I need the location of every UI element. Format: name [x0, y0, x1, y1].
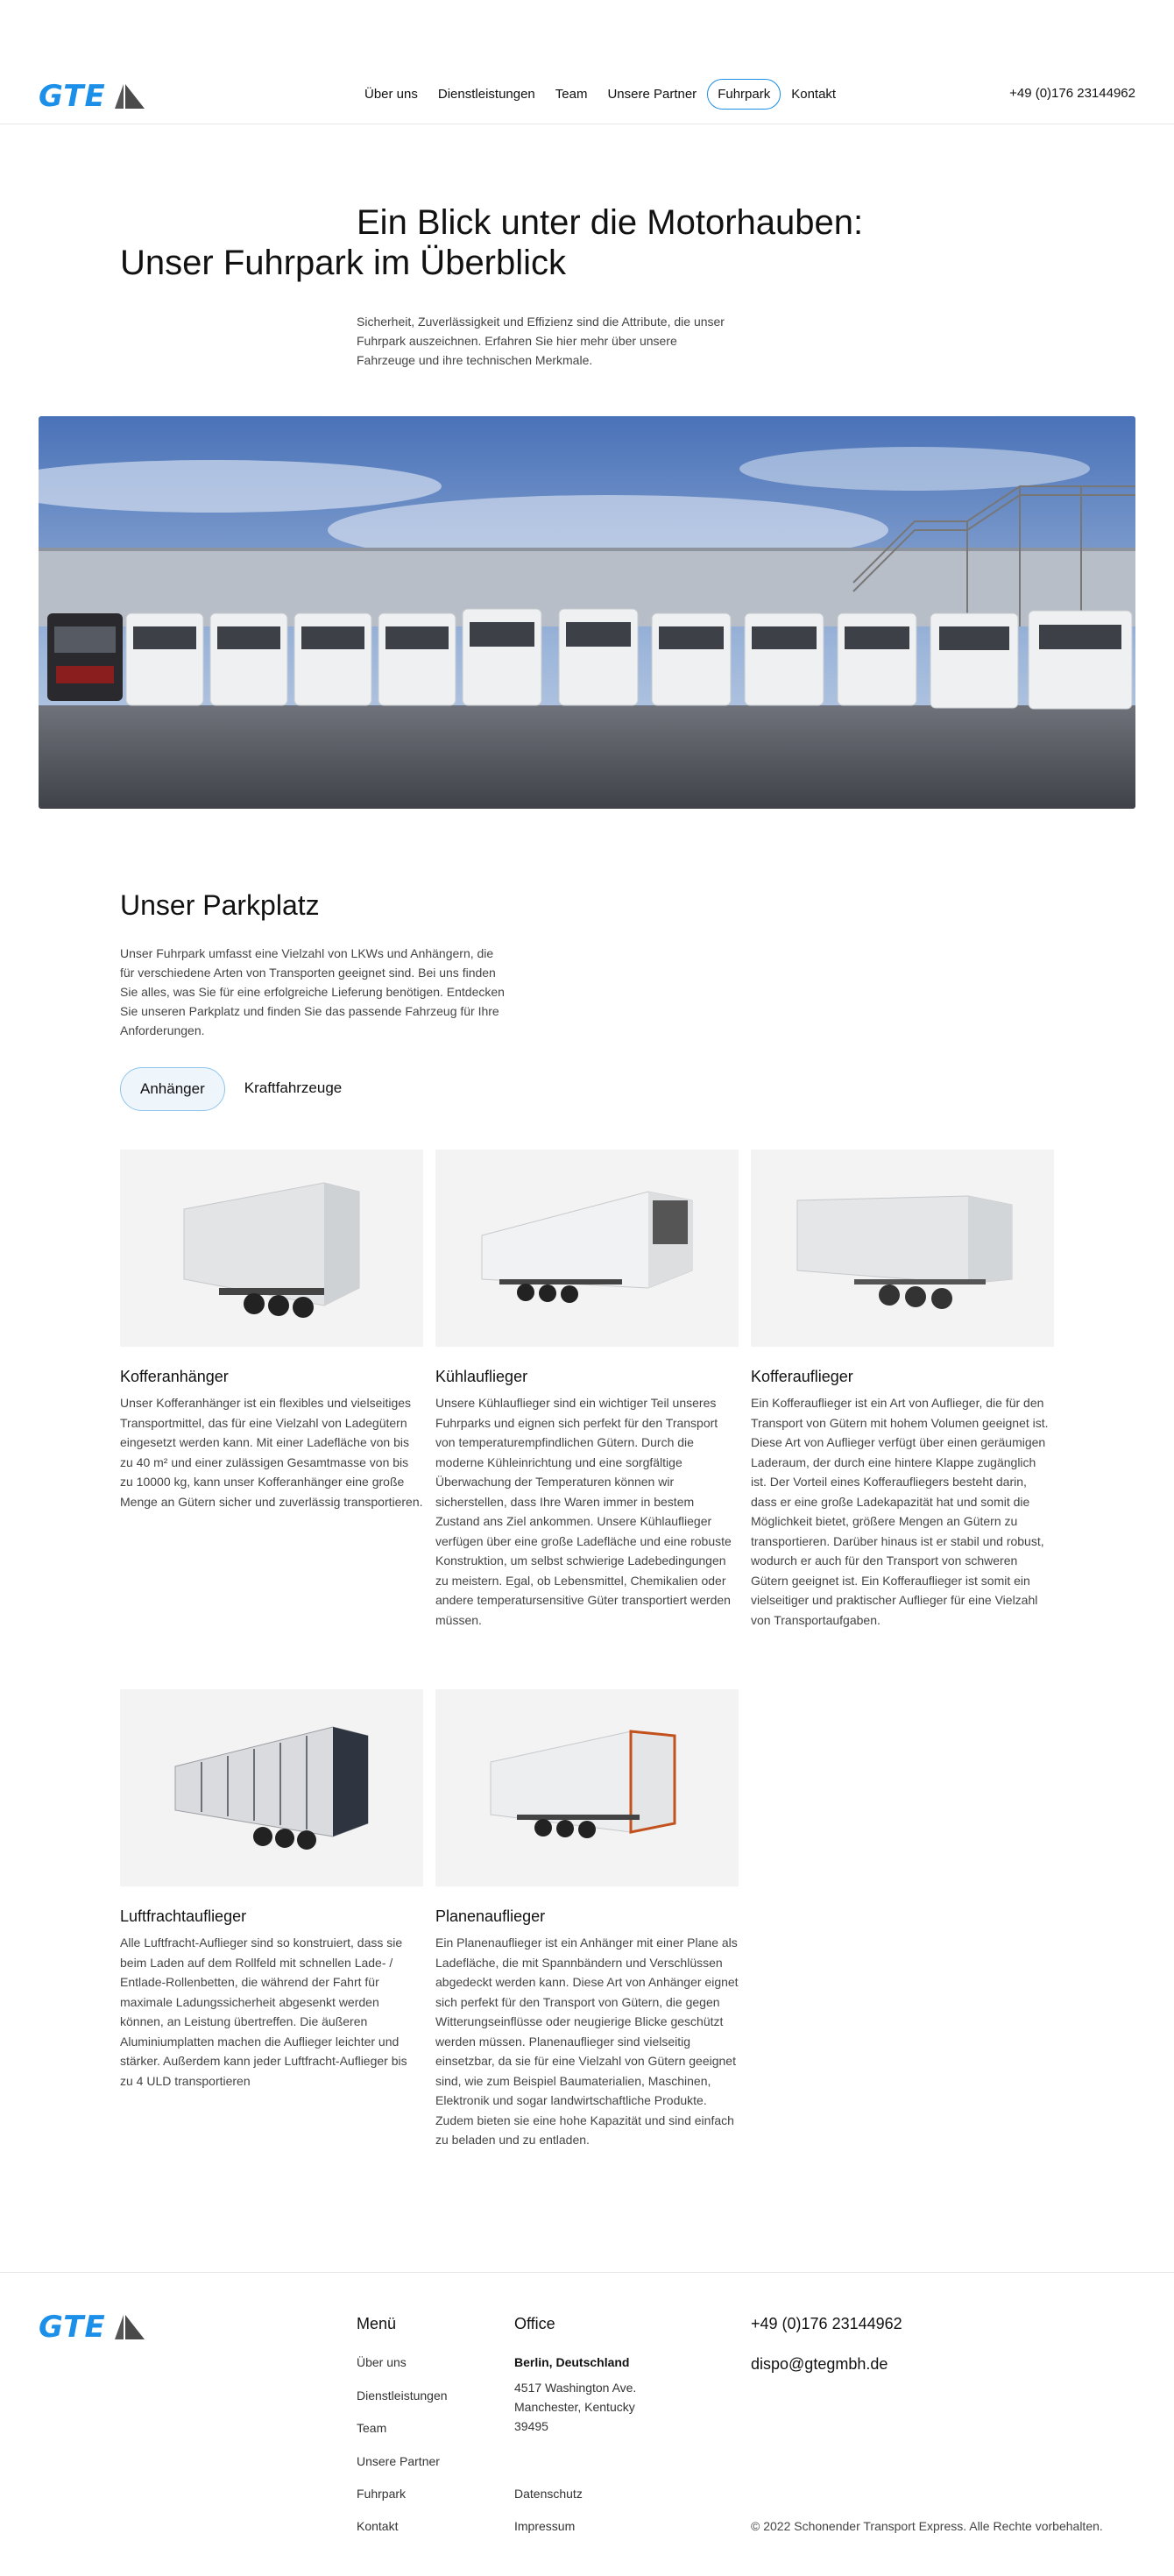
trailer-image [435, 1689, 739, 1886]
card-title: Luftfrachtauflieger [120, 1907, 247, 1925]
footer-link-dienstleistungen[interactable]: Dienstleistungen [357, 2388, 448, 2403]
page-title-line2: Unser Fuhrpark im Überblick [120, 244, 567, 282]
fleet-card [751, 1150, 1054, 1630]
footer-link-kontakt[interactable]: Kontakt [357, 2519, 399, 2533]
logo[interactable] [39, 79, 146, 114]
footer-link-impressum[interactable]: Impressum [514, 2519, 576, 2533]
nav-unsere-partner[interactable]: Unsere Partner [607, 87, 697, 102]
fleet-card [120, 1150, 423, 1511]
logo-triangle-icon [110, 83, 146, 110]
nav-dienstleistungen[interactable]: Dienstleistungen [437, 87, 535, 102]
fleet-photo [39, 416, 1135, 809]
logo-text: GTE [39, 79, 106, 114]
footer-phone[interactable]: +49 (0)176 23144962 [751, 2315, 902, 2332]
nav-kontakt[interactable]: Kontakt [791, 87, 837, 102]
footer-logo[interactable] [39, 2310, 146, 2345]
trailer-image [751, 1150, 1054, 1347]
header-phone[interactable]: +49 (0)176 23144962 [1009, 86, 1135, 101]
nav-fuhrpark[interactable]: Fuhrpark [707, 79, 781, 110]
site-header [0, 63, 1174, 124]
footer-menu-title: Menü [357, 2315, 397, 2332]
card-title: Planenauflieger [435, 1907, 546, 1925]
card-text: Ein Planenauflieger ist ein Anhänger mit einer Plane als Ladefläche, die mit Spannbändern und Verschlüssen abgedeckt werden kann. Diese Art von Anhänger eignet sich perfekt für den Transport von Gütern, die gegen Witterungseinflüsse oder neugierige Blicke geschützt werden müssen. Planenauflieger sind vielseitig einsetzbar, da sie für eine Vielzahl von Gütern geeignet sind, wie zum Beispiel Baumaterialien, Maschinen, Elektronik und sogar landwirtschaftliche Produkte. Zudem bieten sie eine hohe Kapazität und sind einfach zu beladen und zu entladen. [435, 1936, 739, 2147]
fleet-tabs [120, 1067, 361, 1111]
card-title: Kofferauflieger [751, 1368, 853, 1385]
main-nav [355, 79, 846, 110]
hero-intro: Sicherheit, Zuverlässigkeit und Effizienz sind die Attribute, die unser Fuhrpark auszeichnen. Erfahren Sie hier mehr über unsere Fahrzeuge und ihre technischen Merkmale. [357, 315, 725, 367]
trailer-image [120, 1689, 423, 1886]
tab-kraftfahrzeuge[interactable]: Kraftfahrzeuge [244, 1079, 343, 1096]
logo-triangle-icon [110, 2314, 146, 2340]
fleet-card [435, 1150, 739, 1630]
card-text: Alle Luftfracht-Auflieger sind so konstruiert, dass sie beim Laden auf dem Rollfeld mit schnellen Lade- / Entlade-Rollenbetten, die während der Fahrt für maximale Ladungssicherheit abgesenkt werden können, an Leistung übertreffen. Die äußeren Aluminiumplatten machen die Auflieger leichter und stärker. Außerdem kann jeder Luftfracht-Auflieger bis zu 4 ULD transportieren [120, 1936, 407, 2088]
card-title: Kühlauflieger [435, 1368, 528, 1385]
fleet-card [435, 1689, 739, 2150]
page-title-line1: Ein Blick unter die Motorhauben: [357, 203, 864, 242]
section-title: Unser Parkplatz [120, 889, 320, 921]
fleet-card [120, 1689, 423, 2091]
office-address-line3: 39495 [514, 2419, 548, 2433]
footer-link-ueber-uns[interactable]: Über uns [357, 2355, 407, 2369]
card-title: Kofferanhänger [120, 1368, 229, 1385]
footer-link-unsere-partner[interactable]: Unsere Partner [357, 2454, 440, 2468]
footer-logo-text: GTE [39, 2310, 106, 2345]
office-address-line1: 4517 Washington Ave. [514, 2381, 637, 2395]
nav-team[interactable]: Team [555, 87, 588, 102]
footer-link-fuhrpark[interactable]: Fuhrpark [357, 2487, 407, 2501]
trailer-image [435, 1150, 739, 1347]
card-text: Ein Kofferauflieger ist ein Art von Auflieger, die für den Transport von Gütern mit hohem Volumen geeignet ist. Diese Art von Auflieger verfügt über einen geräumigen Laderaum, der durch eine hintere Klappe zugänglich ist. Der Vorteil eines Kofferaufliegers besteht darin, dass er eine große Ladekapazität hat und somit die Möglichkeit bietet, größere Mengen an Gütern zu transportieren. Darüber hinaus ist er stabil und robust, wodurch er auch für den Transport von schweren Gütern geeignet ist. Ein Kofferauflieger ist somit ein vielseitiger und praktischer Auflieger für eine Vielzahl von Transportaufgaben. [751, 1396, 1049, 1627]
office-city: Berlin, Deutschland [514, 2355, 630, 2369]
copyright: © 2022 Schonender Transport Express. Alle Rechte vorbehalten. [751, 2519, 1103, 2533]
nav-ueber-uns[interactable]: Über uns [364, 87, 418, 102]
tab-anhaenger[interactable]: Anhänger [120, 1067, 225, 1111]
card-text: Unsere Kühlauflieger sind ein wichtiger Teil unseres Fuhrparks und eignen sich perfekt für den Transport von temperaturempfindlichen Gütern. Durch die moderne Kühleinrichtung und eine sorgfältige Überwachung der Temperaturen können wir sicherstellen, dass Ihre Waren immer in bestem Zustand ans Ziel ankommen. Unsere Kühlauflieger verfügen über eine große Ladefläche und eine robuste Konstruktion, um selbst schwierige Ladebedingungen zu meistern. Egal, ob Lebensmittel, Chemikalien oder andere temperatursensitive Güter transportiert werden müssen. [435, 1396, 732, 1627]
office-address-line2: Manchester, Kentucky [514, 2400, 635, 2414]
footer-email[interactable]: dispo@gtegmbh.de [751, 2355, 888, 2373]
trailer-image [120, 1150, 423, 1347]
footer-link-datenschutz[interactable]: Datenschutz [514, 2487, 583, 2501]
footer-office-title: Office [514, 2315, 555, 2332]
card-text: Unser Kofferanhänger ist ein flexibles und vielseitiges Transportmittel, das für eine Vielzahl von Ladegütern eingesetzt werden kann. Mit einer Ladefläche von bis zu 40 m² und einer zulässigen Gesamtmasse von bis zu 10000 kg, kann unser Kofferanhänger eine große Menge an Gütern sicher und zuverlässig transportieren. [120, 1396, 423, 1509]
section-text: Unser Fuhrpark umfasst eine Vielzahl von LKWs und Anhängern, die für verschiedene Arten von Transporten geeignet sind. Bei uns finden Sie alles, was Sie für eine erfolgreiche Lieferung benötigen. Entdecken Sie unseren Parkplatz und finden Sie das passende Fahrzeug für Ihre Anforderungen. [120, 946, 505, 1037]
footer-link-team[interactable]: Team [357, 2421, 387, 2435]
